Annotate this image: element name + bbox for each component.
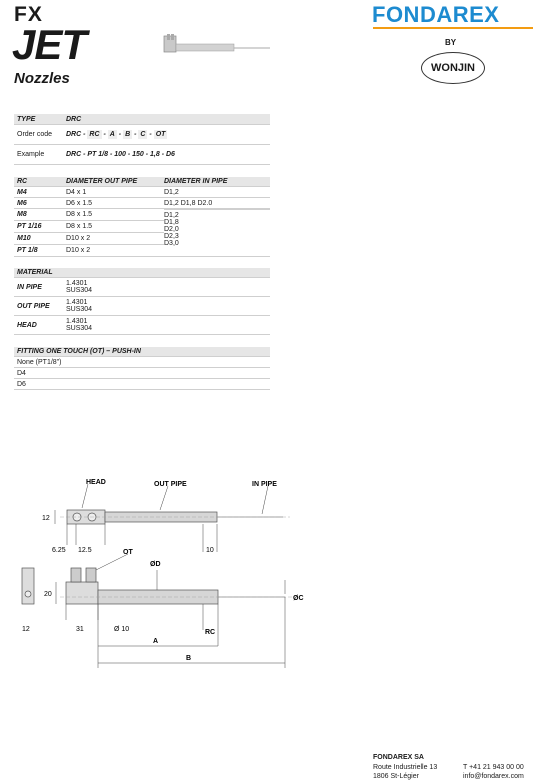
brand-underline <box>373 27 533 29</box>
fitting-value: D4 <box>17 369 26 377</box>
in-cell: D1,2 <box>164 188 179 196</box>
material-value: SUS304 <box>66 306 93 313</box>
footer-email: info@fondarex.com <box>463 773 524 780</box>
dim-diameter-10: Ø 10 <box>114 626 130 633</box>
table-row <box>14 278 270 297</box>
label-diameter-c: ØC <box>293 595 304 602</box>
in-cell: D1,2 D1,8 D2.0 <box>164 199 213 207</box>
partner-logo: WONJIN <box>421 52 485 84</box>
dim-12-5: 12.5 <box>78 547 92 554</box>
table-row <box>14 209 164 221</box>
out-cell: D4 x 1 <box>66 188 87 196</box>
order-part-b: B <box>125 131 131 138</box>
order-code-value <box>66 131 270 138</box>
material-label: IN PIPE <box>17 283 42 291</box>
order-code-row <box>14 125 270 145</box>
material-header <box>14 268 270 278</box>
fitting-title: FITTING ONE TOUCH (OT) – PUSH-IN <box>17 348 141 355</box>
label-rc: RC <box>205 629 216 636</box>
example-value: DRC - PT 1/8 - 100 - 150 - 1,8 - D6 <box>66 151 175 158</box>
table-row <box>14 187 270 198</box>
technical-drawing <box>0 470 330 680</box>
type-value: DRC <box>66 115 82 123</box>
footer-company: FONDAREX SA <box>373 754 424 761</box>
brand-logo: FONDAREX <box>372 2 500 27</box>
nozzle-thumbnail <box>160 34 272 58</box>
table-row <box>14 368 270 379</box>
product-subtitle: Nozzles <box>14 70 70 87</box>
fitting-header <box>14 347 270 357</box>
example-row <box>14 145 270 165</box>
table-row <box>14 221 164 233</box>
order-part-c: C <box>140 131 146 138</box>
out-cell: D10 x 2 <box>66 247 91 254</box>
fitting-value: None (PT1/8") <box>17 358 62 366</box>
out-pipe-header: DIAMETER OUT PIPE <box>66 178 138 185</box>
dim-12-side: 12 <box>22 626 30 633</box>
side-view <box>22 568 300 604</box>
material-value: SUS304 <box>66 287 93 294</box>
footer-city: 1806 St-Légier <box>373 773 419 780</box>
dim-12-top: 12 <box>42 515 50 522</box>
in-value: D1,8 <box>164 219 179 226</box>
type-row <box>14 114 270 125</box>
footer-phone: T +41 21 943 00 00 <box>463 764 524 771</box>
label-head: HEAD <box>86 479 106 486</box>
table-row <box>14 357 270 368</box>
rc-cell: M10 <box>17 235 31 242</box>
in-value: D2,0 <box>164 226 179 233</box>
example-label: Example <box>17 151 45 158</box>
material-table <box>14 268 270 335</box>
rc-cell: PT 1/16 <box>17 223 42 230</box>
order-part: DRC - <box>66 131 86 138</box>
type-table <box>14 114 270 165</box>
table-row <box>14 245 164 257</box>
dim-31: 31 <box>76 626 84 633</box>
out-cell: D10 x 2 <box>66 235 91 242</box>
label-a: A <box>153 638 159 645</box>
product-title: JET <box>12 21 87 68</box>
material-value: 1.4301 <box>66 299 88 306</box>
in-pipe-group <box>164 209 270 257</box>
in-value: D1,2 <box>164 212 179 219</box>
in-pipe-header: DIAMETER IN PIPE <box>164 178 228 185</box>
material-label: OUT PIPE <box>17 302 50 310</box>
fitting-table <box>14 347 270 390</box>
rc-table <box>14 177 270 257</box>
order-part: - <box>149 131 152 138</box>
fitting-value: D6 <box>17 380 26 388</box>
out-cell: D6 x 1.5 <box>66 199 93 207</box>
in-value: D3,0 <box>164 240 179 247</box>
in-value: D2,3 <box>164 233 179 240</box>
rc-cell: M6 <box>17 199 27 207</box>
material-value: SUS304 <box>66 325 93 332</box>
dim-10: 10 <box>206 547 214 554</box>
table-row <box>14 297 270 316</box>
series-label: FX <box>14 3 43 26</box>
dim-20: 20 <box>44 591 52 598</box>
table-row <box>14 233 164 245</box>
order-part: - <box>103 131 106 138</box>
order-part: - <box>118 131 122 138</box>
label-b: B <box>186 655 192 662</box>
material-value: 1.4301 <box>66 280 88 287</box>
type-label: TYPE <box>17 115 36 123</box>
table-row <box>14 198 270 209</box>
table-row <box>14 316 270 335</box>
order-part-rc: RC <box>89 131 100 138</box>
rc-cell: PT 1/8 <box>17 247 38 254</box>
order-part: - <box>134 131 137 138</box>
label-in-pipe: IN PIPE <box>252 481 277 488</box>
dim-6-25: 6.25 <box>52 547 66 554</box>
rc-header: RC <box>17 178 28 185</box>
material-label: HEAD <box>17 321 37 329</box>
brand-by: BY <box>445 38 457 47</box>
material-title: MATERIAL <box>17 269 53 276</box>
material-value: 1.4301 <box>66 318 88 325</box>
rc-cell: M8 <box>17 211 27 218</box>
out-cell: D8 x 1.5 <box>66 223 93 230</box>
footer-address: Route Industrielle 13 <box>373 764 438 771</box>
order-part-a: A <box>109 131 115 138</box>
label-diameter-d: ØD <box>150 561 161 568</box>
order-code-label: Order code <box>17 131 53 138</box>
rc-group <box>14 209 270 257</box>
rc-cell: M4 <box>17 188 27 196</box>
table-row <box>14 379 270 390</box>
label-out-pipe: OUT PIPE <box>154 481 187 488</box>
order-part-ot: OT <box>155 131 166 138</box>
label-ot: OT <box>123 549 133 556</box>
out-cell: D8 x 1.5 <box>66 211 93 218</box>
top-view <box>60 510 290 524</box>
rc-header-row <box>14 177 270 187</box>
